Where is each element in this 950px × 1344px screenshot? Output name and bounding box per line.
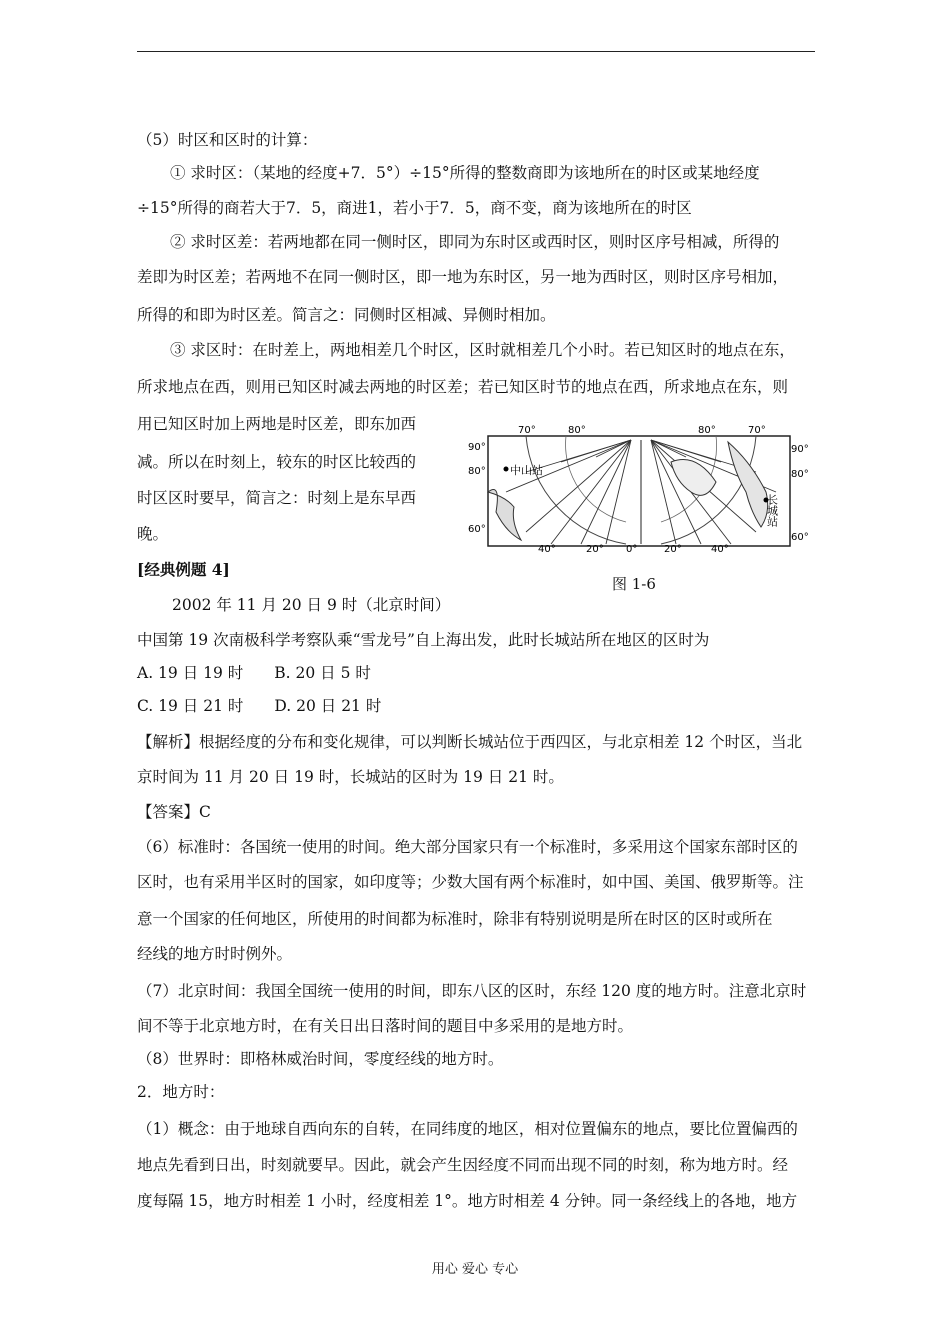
text-line: 2002 年 11 月 20 日 9 时（北京时间）: [172, 596, 451, 614]
map-left-label: 80°: [468, 466, 486, 477]
answer-options: A. 19 日 19 时 B. 20 日 5 时: [137, 664, 371, 682]
text-line: 度每隔 15，地方时相差 1 小时，经度相差 1°。地方时相差 4 分钟。同一条经线上的各地，地方: [137, 1192, 798, 1210]
answer-text: 【答案】C: [137, 803, 211, 821]
question-text: 中国第 19 次南极科学考察队乘“雪龙号”自上海出发，此时长城站所在地区的区时为: [137, 631, 710, 649]
map-right-label: 60°: [791, 532, 809, 543]
map-bottom-label: 40°: [538, 544, 556, 552]
text-line: （7）北京时间：我国全国统一使用的时间，即东八区的区时，东经 120 度的地方时。注意北京时: [137, 982, 807, 1000]
map-bottom-label: 40°: [711, 544, 729, 552]
text-line: 晚。: [137, 525, 169, 543]
map-right-label: 90°: [791, 444, 809, 455]
map-bottom-label: 0°: [626, 544, 638, 552]
example-heading: [经典例题 4]: [137, 560, 230, 579]
antarctic-map: [466, 422, 814, 552]
changcheng-station-label: 长城站: [765, 494, 779, 527]
map-left-label: 90°: [468, 442, 486, 453]
text-line: （8）世界时：即格林威治时间，零度经线的地方时。: [137, 1050, 504, 1068]
zhongshan-station-marker-icon: [504, 467, 509, 472]
text-line: 所求地点在西，则用已知区时减去两地的时区差；若已知区时节的地点在西，所求地点在东，则: [137, 378, 789, 396]
text-line: 时区区时要早，简言之：时刻上是东早西: [137, 489, 417, 507]
text-line: （5）时区和区时的计算：: [137, 131, 318, 149]
text-line: 地点先看到日出，时刻就要早。因此，就会产生因经度不同而出现不同的时刻，称为地方时。经: [137, 1156, 789, 1174]
analysis-text: 京时间为 11 月 20 日 19 时，长城站的区时为 19 日 21 时。: [137, 768, 564, 786]
text-line: ③ 求区时：在时差上，两地相差几个时区，区时就相差几个小时。若已知区时的地点在东，: [170, 341, 795, 359]
text-line: 经线的地方时时例外。: [137, 945, 293, 963]
text-line: ① 求时区：（某地的经度+7．5°）÷15°所得的整数商即为该地所在的时区或某地经度: [170, 164, 760, 182]
text-line: 差即为时区差；若两地不在同一侧时区，即一地为东时区，另一地为西时区，则时区序号相加，: [137, 268, 789, 286]
figure-caption: 图 1-6: [612, 575, 656, 593]
map-right-label: 80°: [791, 469, 809, 480]
map-top-label: 70°: [748, 425, 766, 436]
map-top-label: 70°: [518, 425, 536, 436]
antarctic-map-figure: [466, 422, 814, 552]
zhongshan-station-label: 中山站: [510, 464, 543, 477]
text-line: 所得的和即为时区差。简言之：同侧时区相减、异侧时相加。: [137, 306, 556, 324]
text-line: （1）概念：由于地球自西向东的自转，在同纬度的地区，相对位置偏东的地点，要比位置偏西的: [137, 1120, 798, 1138]
text-line: （6）标准时：各国统一使用的时间。绝大部分国家只有一个标准时，多采用这个国家东部时区的: [137, 838, 798, 856]
map-top-label: 80°: [698, 425, 716, 436]
text-line: 减。所以在时刻上，较东的时区比较西的: [137, 453, 417, 471]
answer-options: C. 19 日 21 时 D. 20 日 21 时: [137, 697, 382, 715]
text-line: ÷15°所得的商若大于7．5，商进1，若小于7．5，商不变，商为该地所在的时区: [137, 199, 692, 217]
map-top-label: 80°: [568, 425, 586, 436]
text-line: ② 求时区差：若两地都在同一侧时区，即同为东时区或西时区，则时区序号相减，所得的: [170, 233, 780, 251]
text-line: 2．地方时：: [137, 1083, 225, 1101]
analysis-text: 【解析】根据经度的分布和变化规律，可以判断长城站位于西四区，与北京相差 12 个时区，当北: [137, 733, 803, 751]
map-bottom-label: 20°: [664, 544, 682, 552]
map-left-label: 60°: [468, 524, 486, 535]
text-line: 用已知区时加上两地是时区差，即东加西: [137, 415, 417, 433]
text-line: 意一个国家的任何地区，所使用的时间都为标准时，除非有特别说明是所在时区的区时或所在: [137, 910, 773, 928]
text-line: 间不等于北京地方时，在有关日出日落时间的题目中多采用的是地方时。: [137, 1017, 634, 1035]
text-line: 区时，也有采用半区时的国家，如印度等；少数大国有两个标准时，如中国、美国、俄罗斯等。注: [137, 873, 804, 891]
map-bottom-label: 20°: [586, 544, 604, 552]
page-footer: 用心 爱心 专心: [431, 1262, 519, 1277]
header-rule: [137, 51, 815, 52]
